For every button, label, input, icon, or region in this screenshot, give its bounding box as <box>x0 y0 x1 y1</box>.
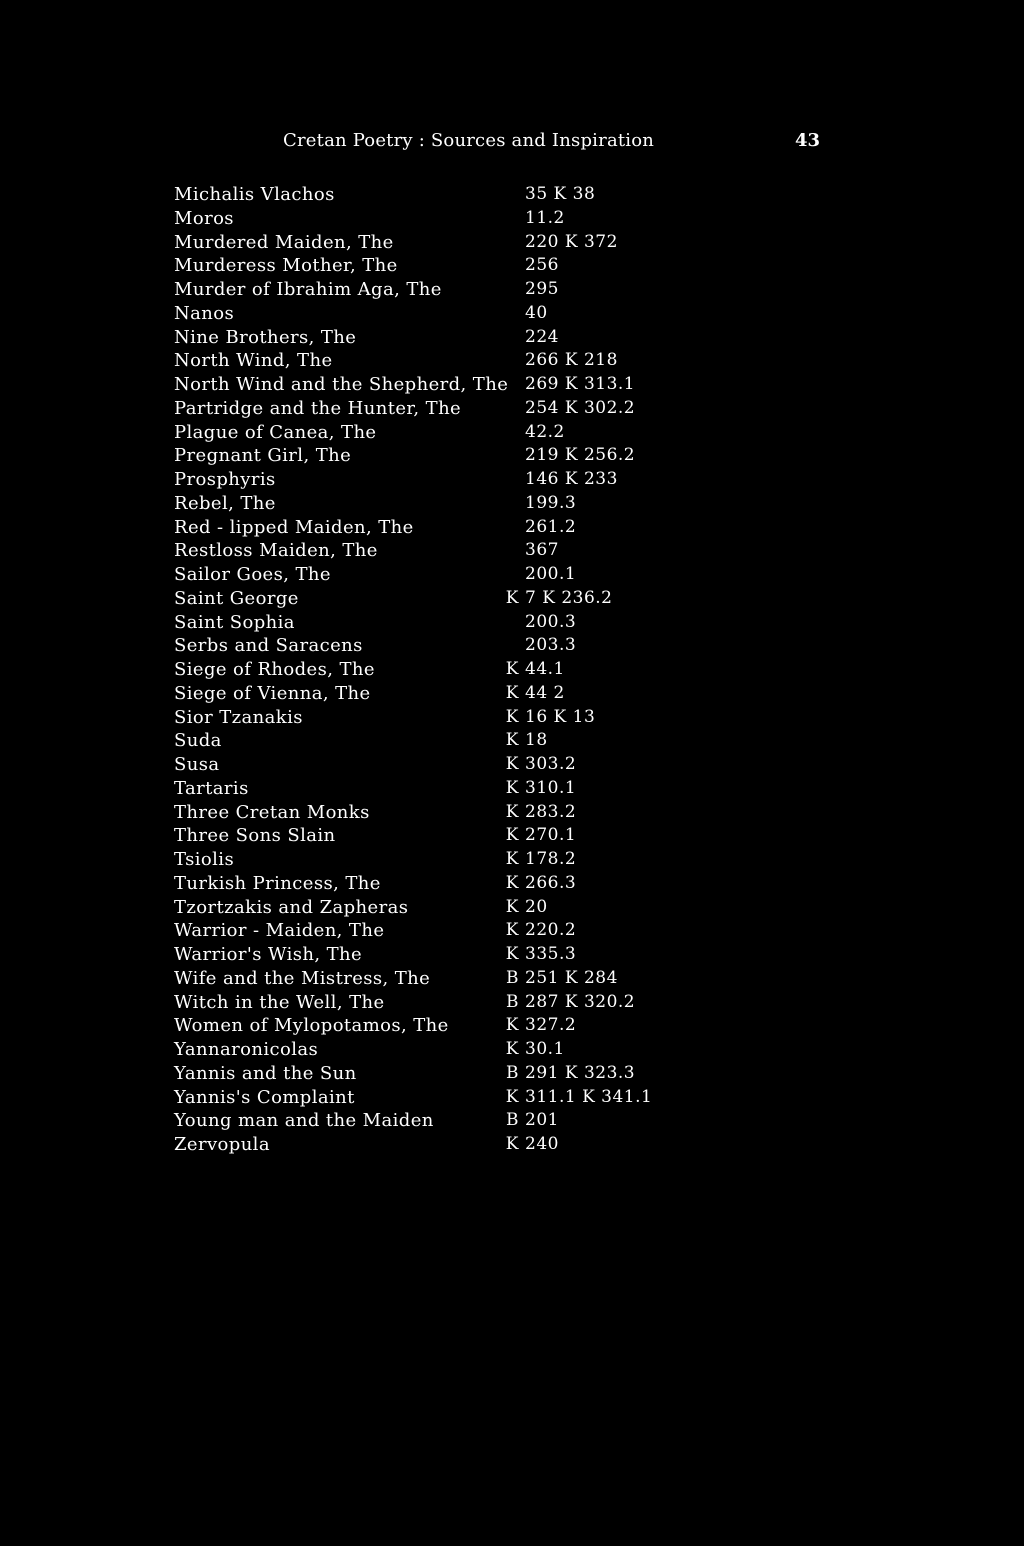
entry-title: Plague of Canea, The <box>174 421 377 443</box>
reference-numbers: 199.3 <box>525 492 577 513</box>
index-entry <box>0 492 1024 516</box>
entry-reference <box>494 563 644 587</box>
entry-reference <box>494 729 644 753</box>
entry-reference <box>494 373 644 397</box>
entry-title: Yannis and the Sun <box>174 1062 357 1084</box>
entry-reference <box>494 1038 644 1062</box>
reference-numbers: 30.1 <box>525 1039 565 1059</box>
index-entry <box>0 183 1024 207</box>
entry-title: Witch in the Well, The <box>174 991 385 1013</box>
entry-reference <box>494 278 644 302</box>
index-entry <box>0 421 1024 445</box>
reference-numbers: 310.1 <box>525 777 577 798</box>
index-entry <box>0 1014 1024 1038</box>
entry-reference <box>494 611 644 635</box>
reference-numbers: 335.3 <box>525 944 577 964</box>
entry-title: Zervopula <box>174 1134 270 1155</box>
entry-reference <box>494 753 644 777</box>
entry-reference <box>494 492 644 516</box>
entry-reference <box>494 587 644 611</box>
index-entry <box>0 848 1024 872</box>
entry-title: Prosphyris <box>174 469 276 490</box>
entry-title: Murder of Ibrahim Aga, The <box>174 279 442 300</box>
reference-numbers: 146 K 233 <box>525 469 618 489</box>
entry-title: Murderess Mother, The <box>174 255 398 277</box>
index-entry <box>0 302 1024 326</box>
entry-reference <box>494 207 644 231</box>
index-entry <box>0 563 1024 587</box>
entry-title: Partridge and the Hunter, The <box>174 397 462 419</box>
entry-reference <box>494 421 644 445</box>
entry-title: Saint George <box>174 587 299 609</box>
collection-prefix: K <box>505 706 519 727</box>
collection-prefix: K <box>505 1086 519 1107</box>
index-entry <box>0 231 1024 255</box>
reference-numbers: 224 <box>525 326 559 347</box>
entry-title: North Wind and the Shepherd, The <box>174 374 509 395</box>
reference-numbers: 11.2 <box>525 207 565 228</box>
entry-reference <box>494 231 644 255</box>
entry-title: Yannis's Complaint <box>174 1086 355 1108</box>
entry-reference <box>494 302 644 326</box>
index-entry <box>0 278 1024 302</box>
entry-reference <box>494 397 644 421</box>
reference-numbers: 220 K 372 <box>525 231 618 252</box>
reference-numbers: 311.1 K 341.1 <box>525 1086 653 1107</box>
index-entry <box>0 611 1024 635</box>
collection-prefix: K <box>505 1134 519 1154</box>
collection-prefix: K <box>505 1015 519 1036</box>
entry-title: Young man and the Maiden <box>174 1110 434 1132</box>
entry-title: Siege of Rhodes, The <box>174 659 375 680</box>
entry-title: Saint Sophia <box>174 611 295 633</box>
collection-prefix: K <box>505 849 519 869</box>
reference-numbers: 220.2 <box>525 920 577 941</box>
reference-numbers: 200.1 <box>525 564 577 584</box>
index-entry <box>0 1038 1024 1062</box>
reference-numbers: 254 K 302.2 <box>525 397 636 418</box>
reference-numbers: 201 <box>525 1110 559 1131</box>
running-title: Cretan Poetry : Sources and Inspiration <box>283 130 655 151</box>
entry-title: Wife and the Mistress, The <box>174 967 431 989</box>
reference-numbers: 295 <box>525 279 559 299</box>
index-entry <box>0 326 1024 350</box>
reference-numbers: 266.3 <box>525 872 577 893</box>
index-entry <box>0 1086 1024 1110</box>
reference-numbers: 178.2 <box>525 849 577 869</box>
index-entry <box>0 516 1024 540</box>
entry-title: Moros <box>174 207 234 229</box>
index-entry <box>0 539 1024 563</box>
index-entry <box>0 634 1024 658</box>
reference-numbers: 303.2 <box>525 754 577 774</box>
entry-reference <box>494 919 644 943</box>
entry-title: Warrior - Maiden, The <box>174 920 385 942</box>
entry-title: Susa <box>174 754 220 775</box>
collection-prefix: K <box>505 754 519 774</box>
reference-numbers: 367 <box>525 540 559 561</box>
reference-numbers: 35 K 38 <box>525 184 596 204</box>
entry-title: Three Sons Slain <box>174 825 336 847</box>
collection-prefix: K <box>505 777 519 798</box>
collection-prefix: K <box>505 896 519 917</box>
reference-numbers: 270.1 <box>525 825 577 846</box>
entry-reference <box>494 1062 644 1086</box>
entry-title: North Wind, The <box>174 350 333 372</box>
reference-numbers: 7 K 236.2 <box>525 587 613 608</box>
collection-prefix: B <box>506 1110 519 1131</box>
reference-numbers: 251 K 284 <box>525 967 618 988</box>
entry-reference <box>494 706 644 730</box>
index-entry <box>0 682 1024 706</box>
index-list <box>0 183 1024 1157</box>
entry-title: Turkish Princess, The <box>174 872 381 894</box>
entry-reference <box>494 326 644 350</box>
index-entry <box>0 777 1024 801</box>
collection-prefix: K <box>505 730 519 751</box>
page-header <box>0 130 1024 158</box>
index-entry <box>0 349 1024 373</box>
entry-reference <box>494 183 644 207</box>
index-entry <box>0 254 1024 278</box>
entry-reference <box>494 943 644 967</box>
index-entry <box>0 706 1024 730</box>
entry-title: Tartaris <box>174 777 249 799</box>
index-entry <box>0 729 1024 753</box>
entry-title: Serbs and Saracens <box>174 635 363 657</box>
collection-prefix: K <box>505 1039 519 1059</box>
reference-numbers: 203.3 <box>525 635 577 656</box>
reference-numbers: 327.2 <box>525 1015 577 1036</box>
reference-numbers: 219 K 256.2 <box>525 445 636 466</box>
index-entry <box>0 801 1024 825</box>
entry-reference <box>494 1133 644 1157</box>
entry-reference <box>494 824 644 848</box>
reference-numbers: 283.2 <box>525 801 577 822</box>
entry-reference <box>494 349 644 373</box>
entry-reference <box>494 801 644 825</box>
entry-title: Suda <box>174 730 222 752</box>
reference-numbers: 44 2 <box>525 682 565 703</box>
entry-title: Tzortzakis and Zapheras <box>174 896 409 918</box>
collection-prefix: K <box>505 801 519 822</box>
entry-title: Sior Tzanakis <box>174 706 303 728</box>
entry-title: Nine Brothers, The <box>174 326 357 348</box>
entry-title: Murdered Maiden, The <box>174 231 394 253</box>
entry-title: Restloss Maiden, The <box>174 540 378 562</box>
index-entry <box>0 919 1024 943</box>
reference-numbers: 261.2 <box>525 516 577 537</box>
entry-title: Michalis Vlachos <box>174 184 335 205</box>
entry-reference <box>494 1086 653 1110</box>
entry-reference <box>494 777 644 801</box>
reference-numbers: 42.2 <box>525 421 565 442</box>
entry-title: Pregnant Girl, The <box>174 445 352 467</box>
index-entry <box>0 207 1024 231</box>
entry-reference <box>494 1014 644 1038</box>
entry-title: Warrior's Wish, The <box>174 944 363 965</box>
reference-numbers: 200.3 <box>525 611 577 632</box>
index-entry <box>0 1062 1024 1086</box>
index-entry <box>0 967 1024 991</box>
entry-title: Yannaronicolas <box>174 1039 319 1060</box>
entry-reference <box>494 634 644 658</box>
entry-reference <box>494 896 644 920</box>
index-entry <box>0 444 1024 468</box>
index-entry <box>0 824 1024 848</box>
collection-prefix: K <box>505 944 519 964</box>
reference-numbers: 291 K 323.3 <box>525 1062 636 1083</box>
index-entry <box>0 943 1024 967</box>
index-entry <box>0 991 1024 1015</box>
entry-reference <box>494 468 644 492</box>
entry-reference <box>494 444 644 468</box>
collection-prefix: K <box>505 825 519 846</box>
reference-numbers: 269 K 313.1 <box>525 374 636 394</box>
collection-prefix: K <box>505 682 519 703</box>
collection-prefix: B <box>506 991 519 1012</box>
reference-numbers: 44.1 <box>525 659 565 679</box>
entry-reference <box>494 682 644 706</box>
collection-prefix: B <box>506 967 519 988</box>
entry-title: Nanos <box>174 302 235 324</box>
index-entry <box>0 397 1024 421</box>
entry-title: Rebel, The <box>174 492 276 514</box>
entry-reference <box>494 1109 644 1133</box>
reference-numbers: 20 <box>525 896 548 917</box>
index-entry <box>0 872 1024 896</box>
entry-title: Women of Mylopotamos, The <box>174 1015 449 1037</box>
collection-prefix: K <box>505 659 519 679</box>
entry-title: Siege of Vienna, The <box>174 682 371 704</box>
collection-prefix: K <box>505 872 519 893</box>
reference-numbers: 40 <box>525 302 548 323</box>
entry-reference <box>494 848 644 872</box>
reference-numbers: 256 <box>525 255 559 276</box>
entry-reference <box>494 872 644 896</box>
entry-title: Red - lipped Maiden, The <box>174 516 414 538</box>
reference-numbers: 266 K 218 <box>525 350 618 371</box>
reference-numbers: 240 <box>525 1134 559 1154</box>
collection-prefix: K <box>505 920 519 941</box>
index-entry <box>0 896 1024 920</box>
index-entry <box>0 1109 1024 1133</box>
entry-title: Tsiolis <box>174 849 235 870</box>
index-entry <box>0 658 1024 682</box>
index-entry <box>0 587 1024 611</box>
entry-reference <box>494 516 644 540</box>
index-entry <box>0 468 1024 492</box>
reference-numbers: 16 K 13 <box>525 706 596 727</box>
entry-title: Three Cretan Monks <box>174 801 370 823</box>
entry-reference <box>494 991 644 1015</box>
collection-prefix: K <box>505 587 519 608</box>
index-entry <box>0 753 1024 777</box>
index-entry <box>0 1133 1024 1157</box>
entry-reference <box>494 254 644 278</box>
reference-numbers: 18 <box>525 730 548 751</box>
entry-title: Sailor Goes, The <box>174 564 331 585</box>
page-number: 43 <box>795 130 821 151</box>
reference-numbers: 287 K 320.2 <box>525 991 636 1012</box>
collection-prefix: B <box>506 1062 519 1083</box>
entry-reference <box>494 967 644 991</box>
entry-reference <box>494 539 644 563</box>
index-entry <box>0 373 1024 397</box>
entry-reference <box>494 658 644 682</box>
